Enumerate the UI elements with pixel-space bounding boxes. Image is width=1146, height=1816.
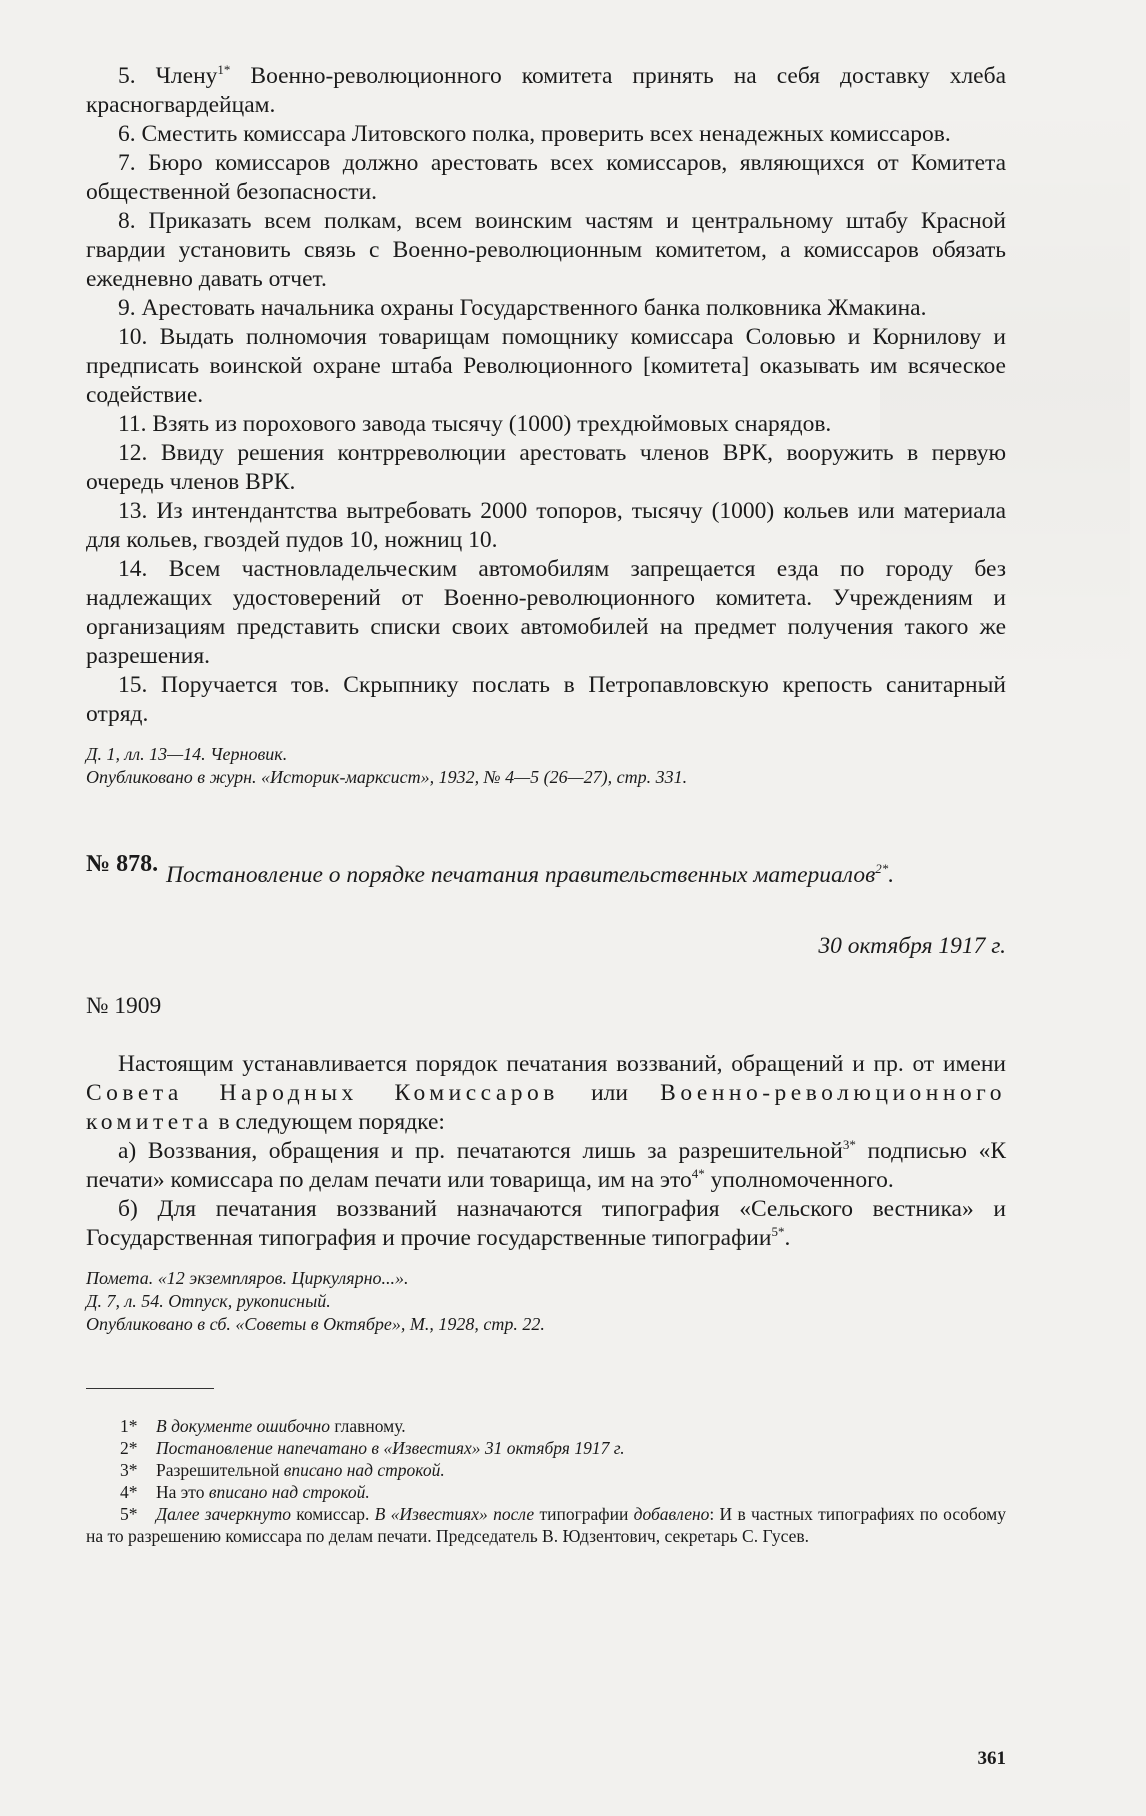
list-item: 9. Арестовать начальника охраны Государственного банка полковника Жмакина. <box>118 295 927 321</box>
document-title: Постановление о порядке печатания правительственных материалов$^{2*}$. <box>166 861 895 888</box>
list-item: 7. Бюро комиссаров должно арестовать всех комиссаров, являющихся от Комитета общественной безопасности. <box>86 150 1006 205</box>
footnote-divider <box>86 1388 214 1389</box>
footnote: 5* Далее зачеркнуто комиссар. В «Известиях» после типографии добавлено: И в частных типографиях по особому на то разрешению комиссара по делам печати. Председатель В. Юдзентович, секретарь С. Гусев. <box>86 1504 1006 1546</box>
note-mark: Помета. «12 экземпляров. Циркулярно...». <box>86 1268 409 1288</box>
list-item: 11. Взять из порохового завода тысячу (1000) трехдюймовых снарядов. <box>118 411 832 437</box>
list-item: 6. Сместить комиссара Литовского полка, проверить всех ненадежных комиссаров. <box>118 121 951 147</box>
list-item: 15. Поручается тов. Скрыпнику послать в Петропавловскую крепость санитарный отряд. <box>86 672 1006 727</box>
list-item: 12. Ввиду решения контрреволюции арестовать членов ВРК, вооружить в первую очередь членов ВРК. <box>86 440 1007 495</box>
list-item: 5. Члену$^{1*}$ Военно-революционного комитета принять на себя доставку хлеба красногвардейцам. <box>86 62 1006 118</box>
archive-reference: Д. 1, лл. 13—14. Черновик. <box>86 744 288 764</box>
document-number: № 878. <box>86 851 159 877</box>
list-item: 10. Выдать полномочия товарищам помощнику комиссара Соловью и Корнилову и предписать воинской охране штаба Революционного [комитета] оказывать им всяческое содействие. <box>86 324 1006 408</box>
document-page <box>86 62 1006 1782</box>
document-date: 30 октября 1917 г. <box>818 933 1006 959</box>
page-number: 361 <box>977 1748 1006 1769</box>
archive-reference: Д. 7, л. 54. Отпуск, рукописный. <box>86 1291 331 1311</box>
footnote: 3* Разрешительной вписано над строкой. <box>120 1460 445 1480</box>
footnotes <box>86 1415 1006 1547</box>
document-body <box>86 1050 1006 1253</box>
list-item: 8. Приказать всем полкам, всем воинским частям и центральному штабу Красной гвардии установить связь с Военно-революционным комитетом, а комиссаров обязать ежедневно давать отчет. <box>86 208 1007 292</box>
body-paragraph: Настоящим устанавливается порядок печатания воззваний, обращений и пр. от имени Совета Народных Комиссаров или Военно-революционного комитета в следующем порядке: <box>86 1051 1006 1135</box>
footnote: 2* Постановление напечатано в «Известиях» 31 октября 1917 г. <box>120 1438 625 1458</box>
footnote: 4* На это вписано над строкой. <box>120 1482 370 1502</box>
body-paragraph: б) Для печатания воззваний назначаются типография «Сельского вестника» и Государственная типография и прочие государственные типографии$^{5*}$. <box>86 1196 1006 1251</box>
list-item: 13. Из интендантства вытребовать 2000 топоров, тысячу (1000) кольев или материала для кольев, гвоздей пудов 10, ножниц 10. <box>86 498 1006 553</box>
publication-reference: Опубликовано в журн. «Историк-марксист», 1932, № 4—5 (26—27), стр. 331. <box>86 767 688 787</box>
incoming-number: № 1909 <box>86 993 162 1019</box>
document-header <box>86 851 1006 971</box>
order-items-list <box>86 62 1006 729</box>
publication-reference: Опубликовано в сб. «Советы в Октябре», М., 1928, стр. 22. <box>86 1314 545 1334</box>
list-item: 14. Всем частновладельческим автомобилям запрещается езда по городу без надлежащих удостоверений от Военно-революционного комитета. Учреждениям и организациям представить списки своих автомобилей на предмет получения такого же разрешения. <box>86 556 1007 669</box>
footnote: 1* В документе ошибочно главному. <box>120 1416 406 1436</box>
source-reference-1 <box>86 743 1006 789</box>
body-paragraph: а) Воззвания, обращения и пр. печатаются лишь за разрешительной$^{3*}$ подписью «К печати» комиссара по делам печати или товарища, им на это$^{4*}$ уполномоченного. <box>86 1137 1006 1193</box>
source-reference-2 <box>86 1267 1006 1336</box>
